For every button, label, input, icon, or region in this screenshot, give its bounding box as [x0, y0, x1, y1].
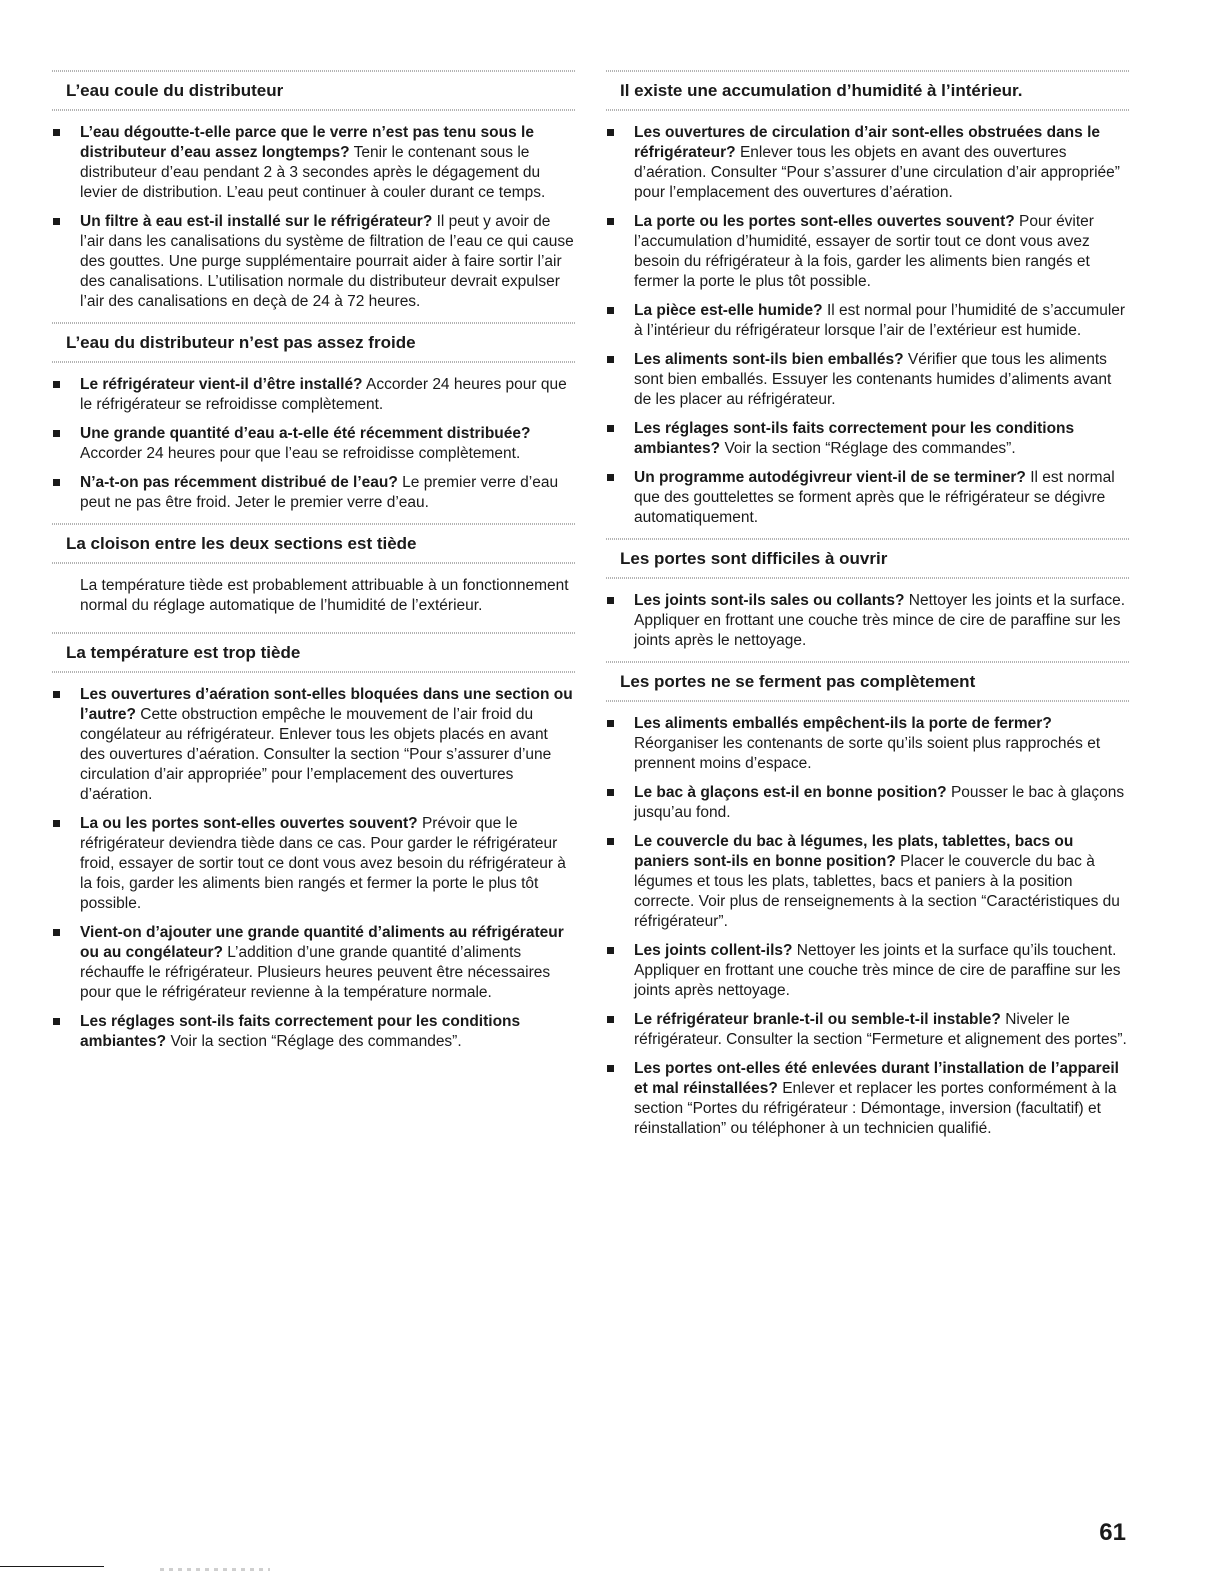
question-text: Les portes ont-elles été enlevées durant l’installation de l’appareil et mal réinstallées?: [634, 1060, 1119, 1097]
square-bullet-icon: [53, 1018, 60, 1025]
right-column: [606, 70, 1129, 1148]
question-list: [606, 579, 1129, 651]
list-item: [606, 832, 1129, 932]
answer-text: L’addition d’une grande quantité d’aliments réchauffe le réfrigérateur. Plusieurs heures peuvent être nécessaires pour que le réfrigérateur revienne à la température normale.: [80, 944, 551, 1001]
list-item: [606, 941, 1129, 1001]
question-text: Les joints collent-ils?: [634, 942, 793, 959]
list-item: [52, 814, 575, 914]
answer-text: Tenir le contenant sous le distributeur d’eau pendant 2 à 3 secondes après le dégagement du levier de distribution. L’eau peut continuer à couler durant ce temps.: [80, 144, 546, 201]
section-heading: Les portes sont difficiles à ouvrir: [606, 538, 1129, 579]
list-item: [606, 1010, 1129, 1050]
list-item: [606, 419, 1129, 459]
square-bullet-icon: [607, 597, 614, 604]
list-item: [606, 212, 1129, 292]
square-bullet-icon: [607, 720, 614, 727]
troubleshooting-section: [52, 632, 575, 1052]
list-item: [52, 212, 575, 312]
list-item: [52, 685, 575, 805]
answer-text: Voir la section “Réglage des commandes”.: [724, 440, 1016, 457]
section-heading: La température est trop tiède: [52, 632, 575, 673]
square-bullet-icon: [53, 479, 60, 486]
answer-text: Enlever tous les objets en avant des ouvertures d’aération. Consulter “Pour s’assurer d’une circulation d’air appropriée” pour l’emplacement des ouvertures d’aération.: [634, 144, 1120, 201]
question-text: Le réfrigérateur branle-t-il ou semble-t-il instable?: [634, 1011, 1001, 1028]
question-text: Les ouvertures d’aération sont-elles bloquées dans une section ou l’autre?: [80, 686, 573, 723]
section-heading: L’eau coule du distributeur: [52, 70, 575, 111]
list-item: [52, 923, 575, 1003]
troubleshooting-section: [52, 70, 575, 312]
footer-rule: [0, 1566, 104, 1567]
question-text: Une grande quantité d’eau a-t-elle été récemment distribuée?: [80, 425, 531, 442]
answer-text: Nettoyer les joints et la surface qu’ils touchent. Appliquer en frottant une couche très mince de cire de paraffine sur les joints après nettoyage.: [634, 942, 1121, 999]
square-bullet-icon: [607, 1065, 614, 1072]
square-bullet-icon: [607, 474, 614, 481]
square-bullet-icon: [607, 307, 614, 314]
question-list: [52, 673, 575, 1052]
left-column: [52, 70, 575, 1061]
list-item: [606, 714, 1129, 774]
square-bullet-icon: [607, 129, 614, 136]
list-item: [606, 591, 1129, 651]
question-text: L’eau dégoutte-t-elle parce que le verre n’est pas tenu sous le distributeur d’eau assez longtemps?: [80, 124, 534, 161]
answer-text: Pousser le bac à glaçons jusqu’au fond.: [634, 784, 1125, 821]
square-bullet-icon: [53, 129, 60, 136]
page-number: 61: [1099, 1519, 1126, 1546]
question-list: [52, 111, 575, 312]
square-bullet-icon: [607, 356, 614, 363]
square-bullet-icon: [53, 381, 60, 388]
list-item: [52, 123, 575, 203]
list-item: [606, 783, 1129, 823]
question-text: Les aliments emballés empêchent-ils la porte de fermer?: [634, 715, 1052, 732]
question-text: Les ouvertures de circulation d’air sont-elles obstruées dans le réfrigérateur?: [634, 124, 1101, 161]
list-item: [606, 1059, 1129, 1139]
footer-mark: [160, 1568, 270, 1571]
answer-text: Accorder 24 heures pour que le réfrigérateur se refroidisse complètement.: [80, 376, 567, 413]
question-text: Un filtre à eau est-il installé sur le réfrigérateur?: [80, 213, 433, 230]
square-bullet-icon: [53, 218, 60, 225]
answer-text: Réorganiser les contenants de sorte qu’ils soient plus rapprochés et prennent moins d’espace.: [634, 735, 1101, 772]
troubleshooting-section: [606, 661, 1129, 1139]
question-text: N’a-t-on pas récemment distribué de l’eau?: [80, 474, 398, 491]
question-list: [606, 702, 1129, 1139]
list-item: [52, 473, 575, 513]
troubleshooting-section: [606, 538, 1129, 651]
answer-text: Il est normal que des gouttelettes se forment après que le réfrigérateur se dégivre automatiquement.: [634, 469, 1115, 526]
answer-text: Placer le couvercle du bac à légumes et tous les plats, tablettes, bacs et paniers à la position correcte. Voir plus de renseignements à la section “Caractéristiques du réfrigérateur”.: [634, 853, 1120, 930]
square-bullet-icon: [607, 789, 614, 796]
question-text: Un programme autodégivreur vient-il de se terminer?: [634, 469, 1026, 486]
square-bullet-icon: [53, 929, 60, 936]
square-bullet-icon: [53, 820, 60, 827]
square-bullet-icon: [607, 218, 614, 225]
list-item: [606, 350, 1129, 410]
square-bullet-icon: [53, 691, 60, 698]
question-text: Le couvercle du bac à légumes, les plats, tablettes, bacs ou paniers sont-ils en bonne position?: [634, 833, 1074, 870]
question-text: Le réfrigérateur vient-il d’être installé?: [80, 376, 363, 393]
question-text: Les réglages sont-ils faits correctement pour les conditions ambiantes?: [80, 1013, 521, 1050]
section-heading: L’eau du distributeur n’est pas assez froide: [52, 322, 575, 363]
question-text: Les joints sont-ils sales ou collants?: [634, 592, 905, 609]
section-heading: La cloison entre les deux sections est tiède: [52, 523, 575, 564]
section-paragraph: La température tiède est probablement attribuable à un fonctionnement normal du réglage automatique de l’humidité de l’extérieur.: [80, 577, 569, 614]
answer-text: Enlever et replacer les portes conformément à la section “Portes du réfrigérateur : Démontage, inversion (facultatif) et réinstallation” ou téléphoner à un technicien qualifié.: [634, 1080, 1117, 1137]
square-bullet-icon: [607, 838, 614, 845]
list-item: [52, 1012, 575, 1052]
troubleshooting-section: [52, 523, 575, 622]
list-item: [606, 123, 1129, 203]
question-text: Les aliments sont-ils bien emballés?: [634, 351, 904, 368]
answer-text: Il est normal pour l’humidité de s’accumuler à l’intérieur du réfrigérateur lorsque l’air de l’extérieur est humide.: [634, 302, 1126, 339]
question-list: [606, 111, 1129, 528]
section-heading: Les portes ne se ferment pas complètement: [606, 661, 1129, 702]
question-text: Les réglages sont-ils faits correctement pour les conditions ambiantes?: [634, 420, 1075, 457]
list-item: [606, 468, 1129, 528]
section-heading: Il existe une accumulation d’humidité à l’intérieur.: [606, 70, 1129, 111]
question-text: La pièce est-elle humide?: [634, 302, 823, 319]
answer-text: Voir la section “Réglage des commandes”.: [170, 1033, 462, 1050]
answer-text: Prévoir que le réfrigérateur deviendra tiède dans ce cas. Pour garder le réfrigérateur froid, essayer de sortir tout ce dont vous avez besoin du réfrigérateur à la fois, garder les aliments bien rangés et fermer la porte le plus tôt possible.: [80, 815, 566, 912]
square-bullet-icon: [607, 1016, 614, 1023]
answer-text: Accorder 24 heures pour que l’eau se refroidisse complètement.: [80, 445, 521, 462]
answer-text: Il peut y avoir de l’air dans les canalisations du système de filtration de l’eau ce qui cause des gouttes. Une purge supplémentaire pourrait aider à faire sortir l’air des canalisations. L’utilisation normale du distributeur devrait expulser l’air des canalisations en deçà de 24 à 72 heures.: [80, 213, 574, 310]
answer-text: Le premier verre d’eau peut ne pas être froid. Jeter le premier verre d’eau.: [80, 474, 559, 511]
question-text: La porte ou les portes sont-elles ouvertes souvent?: [634, 213, 1015, 230]
square-bullet-icon: [607, 947, 614, 954]
square-bullet-icon: [607, 425, 614, 432]
list-item: [52, 375, 575, 415]
list-item: [52, 424, 575, 464]
square-bullet-icon: [53, 430, 60, 437]
question-text: Le bac à glaçons est-il en bonne position?: [634, 784, 947, 801]
list-item: [606, 301, 1129, 341]
answer-text: Nettoyer les joints et la surface. Appliquer en frottant une couche très mince de cire de paraffine sur les joints après le nettoyage.: [634, 592, 1126, 649]
question-text: Vient-on d’ajouter une grande quantité d’aliments au réfrigérateur ou au congélateur?: [80, 924, 564, 961]
answer-text: Pour éviter l’accumulation d’humidité, essayer de sortir tout ce dont vous avez besoin du réfrigérateur à la fois, garder les aliments bien rangés et fermer la porte le plus tôt possible.: [634, 213, 1094, 290]
troubleshooting-section: [52, 322, 575, 513]
answer-text: Vérifier que tous les aliments sont bien emballés. Essuyer les contenants humides d’aliments avant de les placer au réfrigérateur.: [634, 351, 1112, 408]
answer-text: Cette obstruction empêche le mouvement de l’air froid du congélateur au réfrigérateur. Enlever tous les objets placés en avant des ouvertures d’aération. Consulter la section “Pour s’assurer d’une circulation d’air appropriée” pour l’emplacement des ouvertures d’aération.: [80, 706, 552, 803]
question-list: [52, 363, 575, 513]
answer-text: Niveler le réfrigérateur. Consulter la section “Fermeture et alignement des portes”.: [634, 1011, 1127, 1048]
question-text: La ou les portes sont-elles ouvertes souvent?: [80, 815, 418, 832]
troubleshooting-section: [606, 70, 1129, 528]
